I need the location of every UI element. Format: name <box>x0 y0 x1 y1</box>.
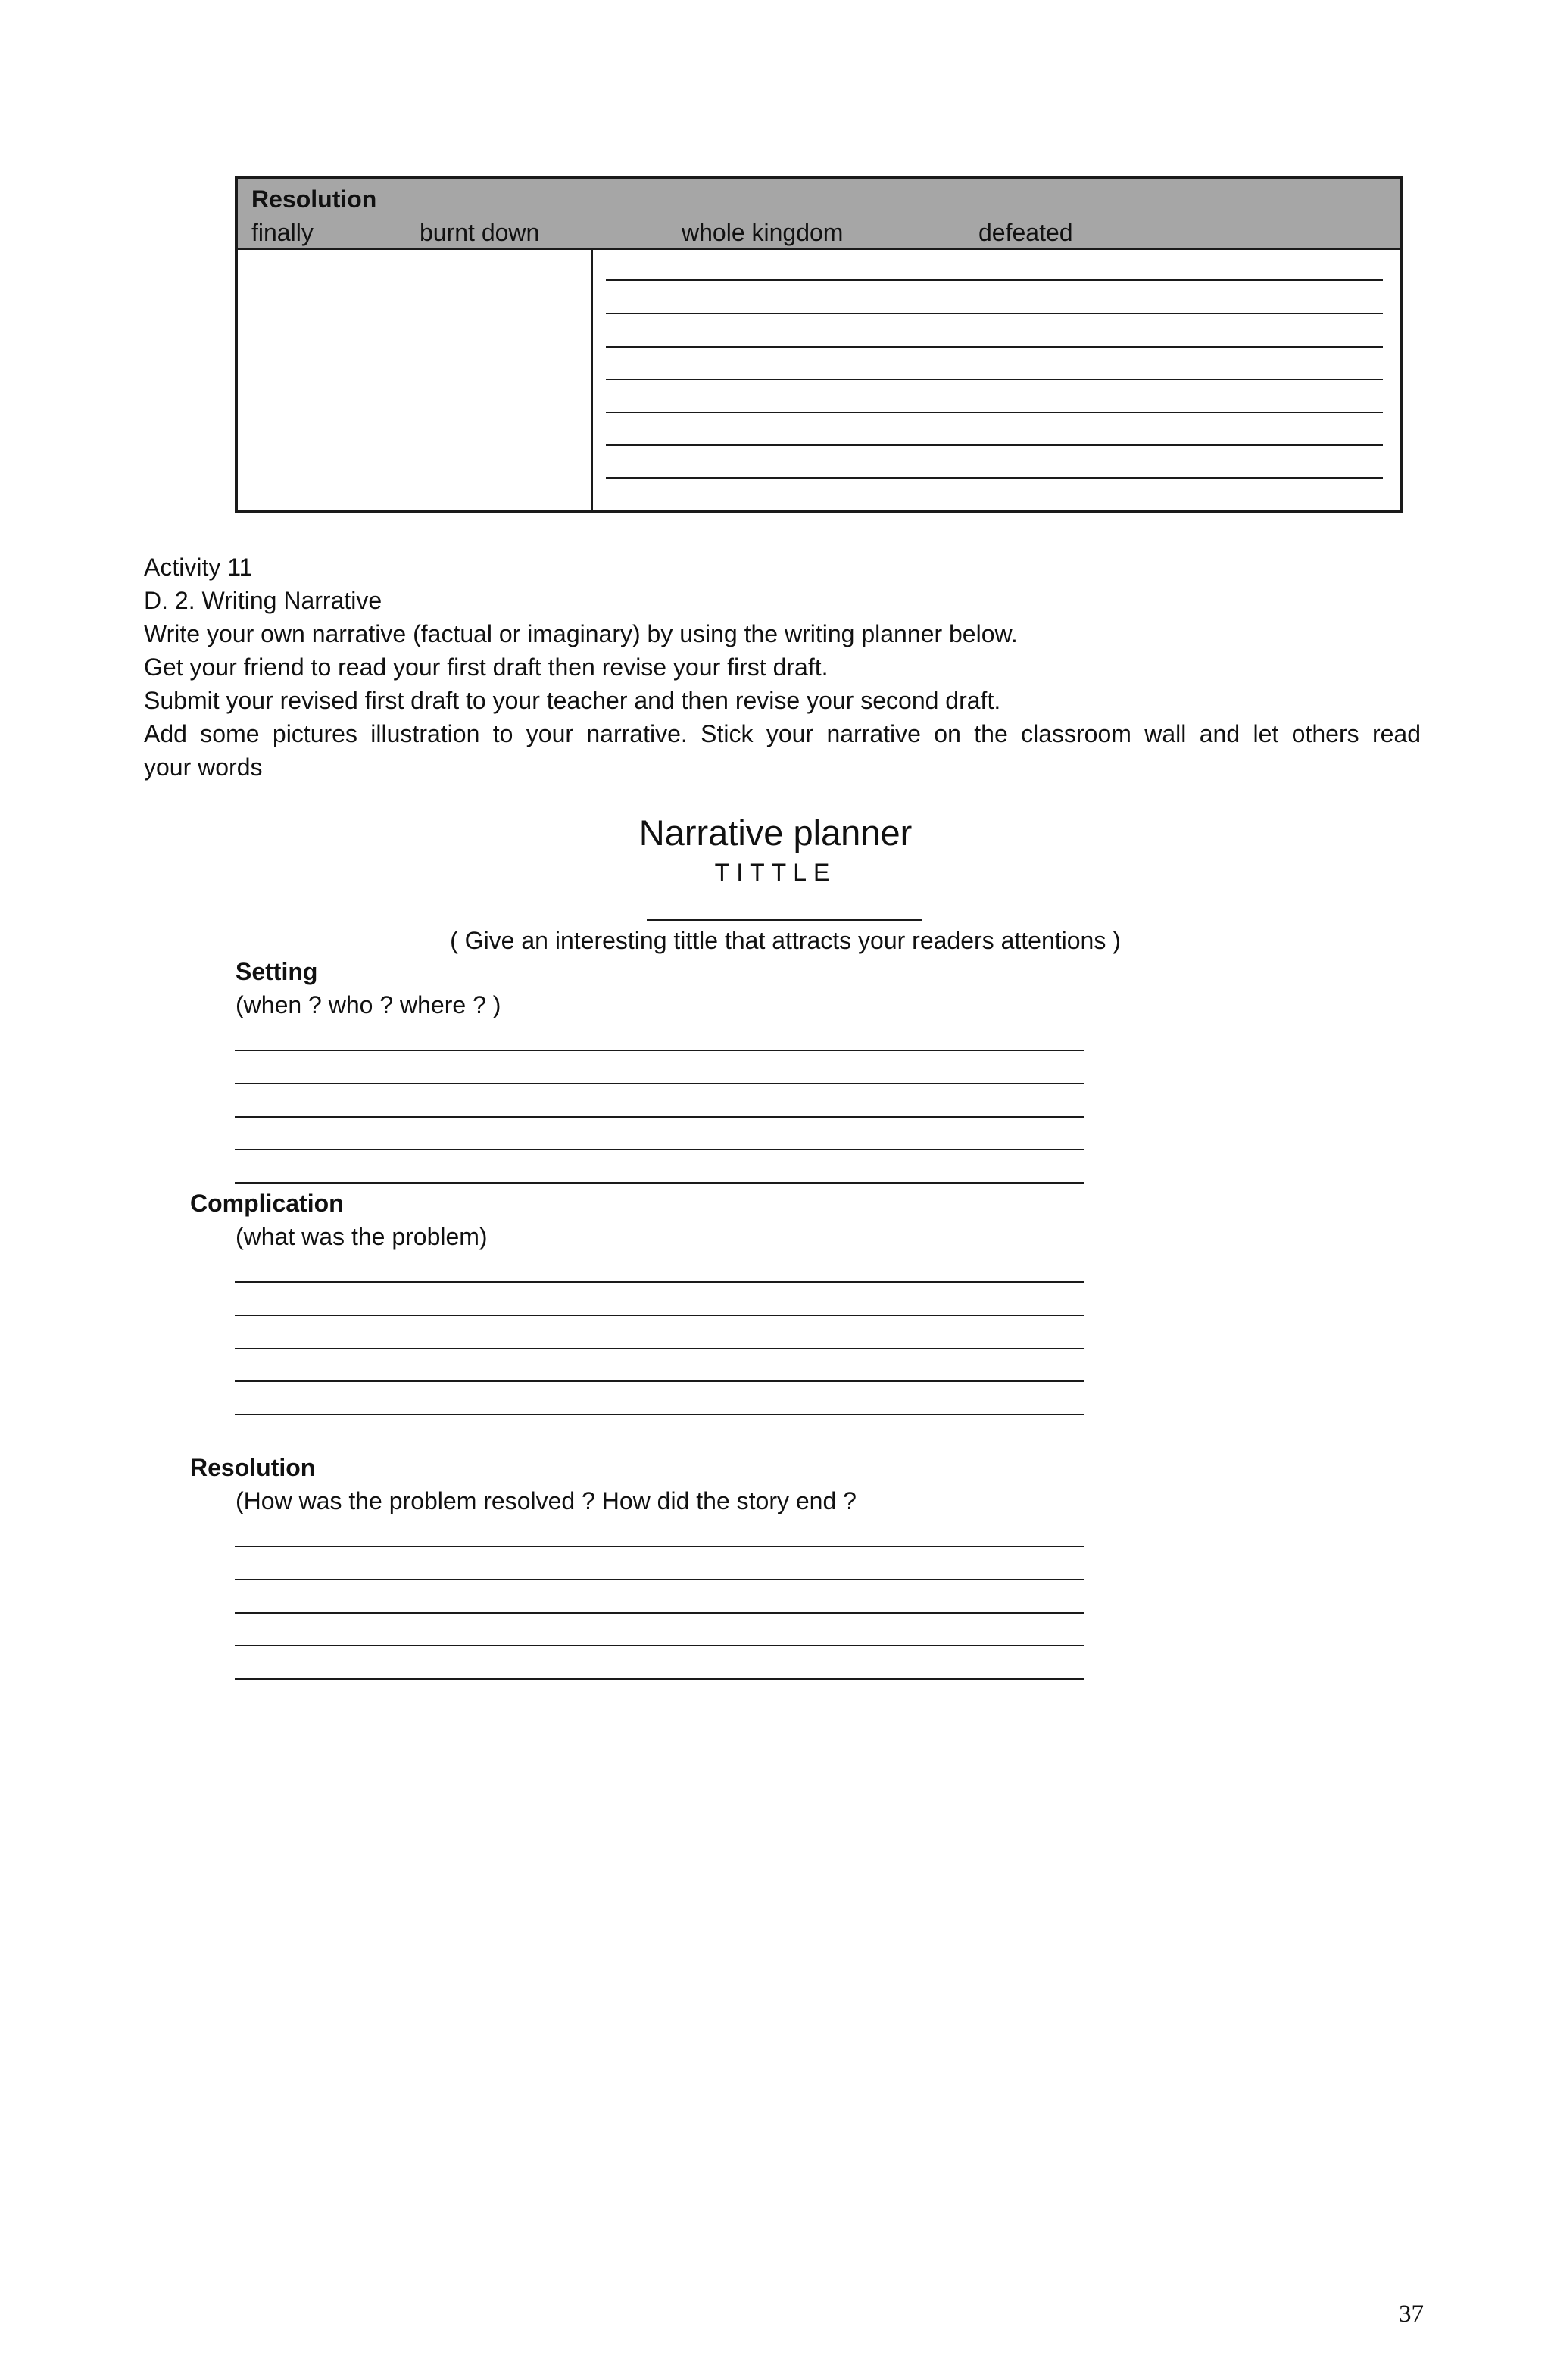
activity-instructions <box>144 551 1421 784</box>
instruction-line: Get your friend to read your first draft then revise your first draft. <box>144 653 829 681</box>
complication-writing-line[interactable] <box>235 1315 1084 1316</box>
setting-writing-line[interactable] <box>235 1116 1084 1118</box>
resolution-writing-line[interactable] <box>235 1612 1084 1614</box>
table-writing-line[interactable] <box>606 477 1383 479</box>
table-writing-line[interactable] <box>606 412 1383 413</box>
table-writing-line[interactable] <box>606 313 1383 314</box>
planner-subtitle: TITTLE <box>714 859 837 886</box>
resolution-writing-line[interactable] <box>235 1645 1084 1646</box>
setting-writing-line[interactable] <box>235 1083 1084 1084</box>
setting-writing-line[interactable] <box>235 1050 1084 1051</box>
activity-heading: D. 2. Writing Narrative <box>144 587 382 614</box>
word-defeated: defeated <box>978 219 1073 246</box>
complication-writing-line[interactable] <box>235 1348 1084 1349</box>
table-column-divider <box>591 248 593 510</box>
page-number: 37 <box>1399 2300 1424 2328</box>
complication-heading: Complication <box>190 1190 344 1217</box>
instruction-line: your words <box>144 753 263 781</box>
instruction-line: Write your own narrative (factual or imaginary) by using the writing planner below. <box>144 620 1018 647</box>
word-burnt-down: burnt down <box>420 219 540 246</box>
resolution-writing-line[interactable] <box>235 1579 1084 1580</box>
word-finally: finally <box>251 219 314 246</box>
resolution-word-table <box>235 176 1403 513</box>
planner-title: Narrative planner <box>638 813 913 853</box>
word-whole-kingdom: whole kingdom <box>682 219 844 246</box>
resolution-table-header <box>238 179 1400 250</box>
table-writing-line[interactable] <box>606 279 1383 281</box>
resolution-writing-line[interactable] <box>235 1546 1084 1547</box>
table-writing-line[interactable] <box>606 444 1383 446</box>
setting-writing-line[interactable] <box>235 1182 1084 1184</box>
title-writing-line[interactable] <box>647 919 922 921</box>
complication-prompt: (what was the problem) <box>236 1223 488 1250</box>
complication-writing-line[interactable] <box>235 1380 1084 1382</box>
activity-number: Activity 11 <box>144 554 253 581</box>
resolution-heading: Resolution <box>190 1454 316 1481</box>
setting-heading: Setting <box>236 958 318 985</box>
resolution-prompt: (How was the problem resolved ? How did the story end ? <box>236 1487 857 1514</box>
title-hint: ( Give an interesting tittle that attracts your readers attentions ) <box>450 927 1121 954</box>
complication-writing-line[interactable] <box>235 1414 1084 1415</box>
instruction-line: Submit your revised first draft to your teacher and then revise your second draft. <box>144 687 1001 714</box>
instruction-line: Add some pictures illustration to your narrative. Stick your narrative on the classroom wall and let others read <box>144 720 1421 747</box>
resolution-table-title: Resolution <box>251 186 377 213</box>
setting-prompt: (when ? who ? where ? ) <box>236 991 501 1018</box>
complication-writing-line[interactable] <box>235 1281 1084 1283</box>
table-writing-line[interactable] <box>606 346 1383 348</box>
resolution-writing-line[interactable] <box>235 1678 1084 1680</box>
setting-writing-line[interactable] <box>235 1149 1084 1150</box>
table-writing-line[interactable] <box>606 379 1383 380</box>
